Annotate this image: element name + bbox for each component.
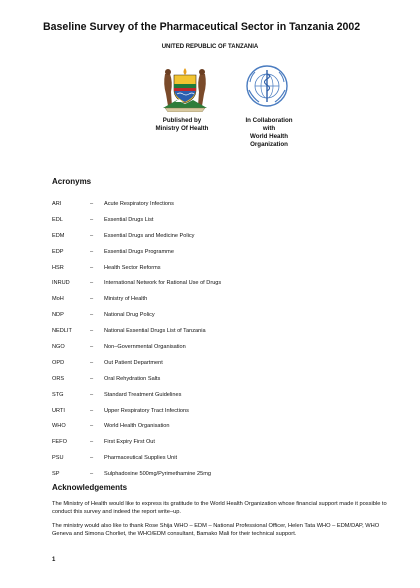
acronym-abbr: EDM: [52, 232, 65, 239]
acronym-dash: –: [90, 200, 94, 207]
acronym-row: [52, 418, 412, 434]
acronym-abbr: INRUD: [52, 280, 70, 287]
acronym-dash: –: [90, 375, 94, 382]
acronym-dash: –: [90, 343, 94, 350]
acronym-row: [52, 403, 412, 419]
acronym-abbr: WHO: [52, 423, 66, 430]
acronym-definition: Health Sector Reforms: [104, 264, 161, 271]
acronym-definition: First Expiry First Out: [104, 439, 155, 446]
acronym-abbr: FEFO: [52, 439, 67, 446]
acronym-row: [52, 260, 412, 276]
acronym-row: [52, 291, 412, 307]
country-subtitle: UNITED REPUBLIC OF TANZANIA: [161, 44, 259, 50]
acronym-definition: Acute Respiratory Infections: [104, 200, 174, 207]
acronym-dash: –: [90, 248, 94, 255]
acronym-row: [52, 387, 412, 403]
acronym-row: [52, 244, 412, 260]
acronym-dash: –: [90, 264, 94, 271]
acronym-dash: –: [90, 471, 94, 478]
acronym-abbr: ARI: [52, 200, 62, 207]
acronym-definition: National Essential Drugs List of Tanzania: [104, 328, 206, 335]
acronym-row: [52, 323, 412, 339]
acronym-row: [52, 450, 412, 466]
acronym-definition: International Network for Rational Use of Drugs: [104, 280, 222, 287]
collaboration-line-4: Organization: [250, 141, 288, 148]
publisher-credit: [127, 117, 237, 133]
acronym-definition: World Health Organisation: [104, 423, 170, 430]
acronym-abbr: HSR: [52, 264, 64, 271]
acronym-definition: Standard Treatment Guidelines: [104, 391, 182, 398]
acronyms-list: [52, 196, 412, 482]
page-number: 1: [52, 557, 56, 563]
acronym-abbr: URTI: [52, 407, 65, 414]
acronym-dash: –: [90, 391, 94, 398]
acknowledgements-paragraph-1: The Ministry of Health would like to express its gratitude to the World Health Organization whose financial support made it possible to conduct this survey and indeed the report write–up.: [52, 501, 387, 515]
acronym-definition: Oral Rehydration Salts: [104, 375, 161, 382]
acronym-abbr: SP: [52, 471, 60, 478]
acronym-definition: Non–Governmental Organisation: [104, 343, 186, 350]
acronym-dash: –: [90, 455, 94, 462]
acronym-row: [52, 355, 412, 371]
acronym-abbr: EDL: [52, 216, 63, 223]
who-emblem-icon: [245, 64, 289, 108]
publisher-line-1: Published by: [162, 117, 202, 124]
document-title: Baseline Survey of the Pharmaceutical Sector in Tanzania 2002: [43, 21, 361, 33]
acknowledgements-heading: Acknowledgements: [52, 483, 128, 492]
acronym-definition: Upper Respiratory Tract Infections: [104, 407, 189, 414]
acronym-dash: –: [90, 216, 94, 223]
acronym-abbr: NEDLIT: [52, 328, 72, 335]
acronym-row: [52, 275, 412, 291]
acronym-abbr: OPD: [52, 359, 65, 366]
acronym-definition: Sulphadoxine 500mg/Pyrimethamine 25mg: [104, 471, 211, 478]
acronym-definition: Essential Drugs List: [104, 216, 154, 223]
acronym-dash: –: [90, 439, 94, 446]
publisher-line-2: Ministry Of Health: [155, 125, 209, 132]
acronym-abbr: STG: [52, 391, 64, 398]
acronym-row: [52, 371, 412, 387]
acronym-row: [52, 466, 412, 482]
acronym-dash: –: [90, 296, 94, 303]
acronym-definition: Essential Drugs and Medicine Policy: [104, 232, 195, 239]
collaboration-line-3: World Health: [249, 133, 289, 140]
tanzania-coat-of-arms-icon: [159, 66, 211, 112]
acknowledgements-paragraph-2: The ministry would also like to thank Rose Shija WHO – EDM – National Professional Officer, Helen Tata WHO – EDM/DAP, WHO Geneva and Simona Chorliet, the WHO/EDM consultant, Bamako Mali for their technical support.: [52, 523, 380, 537]
acronyms-heading: Acronyms: [52, 177, 92, 186]
acronym-row: [52, 228, 412, 244]
acronym-definition: Essential Drugs Programme: [104, 248, 174, 255]
acronym-dash: –: [90, 232, 94, 239]
acronym-definition: Pharmaceutical Supplies Unit: [104, 455, 178, 462]
acronym-abbr: NGO: [52, 343, 65, 350]
acronym-definition: National Drug Policy: [104, 312, 155, 319]
acronym-definition: Ministry of Health: [104, 296, 148, 303]
collaboration-line-2: with: [262, 125, 276, 132]
collaboration-line-1: In Collaboration: [245, 117, 293, 124]
collaboration-credit: [234, 117, 304, 149]
acronym-dash: –: [90, 280, 94, 287]
acronym-dash: –: [90, 407, 94, 414]
acronym-dash: –: [90, 328, 94, 335]
acronym-row: [52, 307, 412, 323]
acronym-definition: Out Patient Department: [104, 359, 163, 366]
acronym-row: [52, 196, 412, 212]
acronym-abbr: ORS: [52, 375, 65, 382]
acronym-abbr: EDP: [52, 248, 64, 255]
acronym-row: [52, 339, 412, 355]
acronym-dash: –: [90, 423, 94, 430]
acronym-abbr: NDP: [52, 312, 64, 319]
acronym-abbr: MoH: [52, 296, 64, 303]
acronym-dash: –: [90, 312, 94, 319]
acronym-abbr: PSU: [52, 455, 64, 462]
acronym-row: [52, 434, 412, 450]
acronym-dash: –: [90, 359, 94, 366]
acronym-row: [52, 212, 412, 228]
